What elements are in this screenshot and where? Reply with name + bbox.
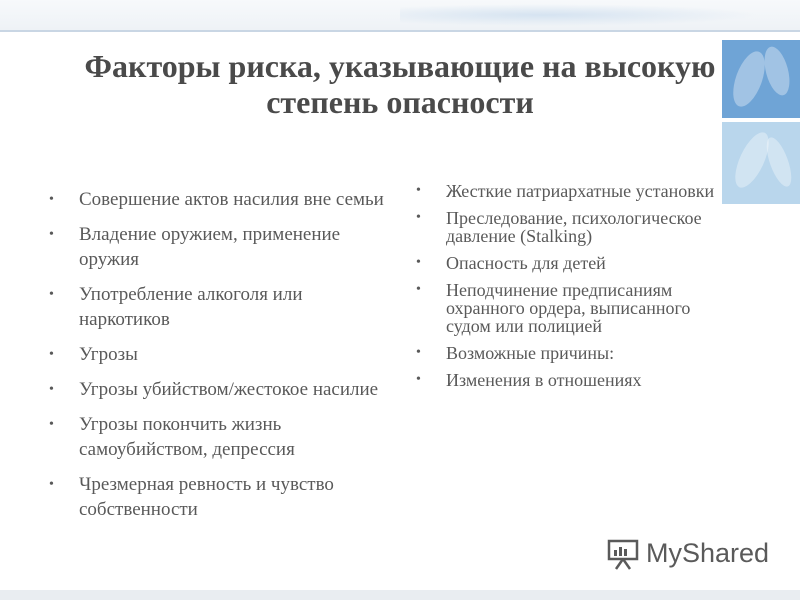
- bullet-text: Употребление алкоголя или наркотиков: [79, 284, 303, 330]
- top-header-band: [0, 0, 800, 30]
- bullet-marker: •: [49, 192, 54, 207]
- bullet-marker: •: [49, 382, 54, 397]
- bullet-text: Угрозы убийством/жестокое насилие: [79, 379, 379, 400]
- bullet-text: Чрезмерная ревность и чувство собственности: [79, 474, 334, 520]
- presentation-board-icon: [606, 538, 640, 570]
- right-bullet-list: [412, 182, 732, 398]
- bullet-marker: •: [416, 372, 421, 387]
- header-watermark: [400, 4, 760, 26]
- slide-title: Факторы риска, указывающие на высокую степень опасности: [84, 48, 716, 120]
- bullet-marker: •: [49, 227, 54, 242]
- bullet-marker: •: [49, 347, 54, 362]
- bullet-item: [412, 209, 732, 245]
- bullet-marker: •: [49, 287, 54, 302]
- bullet-item: [412, 182, 732, 200]
- bullet-item: [45, 282, 390, 332]
- bullet-item: [45, 222, 390, 272]
- bullet-text: Возможные причины:: [446, 343, 615, 363]
- side-decoration-light: [722, 122, 800, 204]
- bullet-marker: •: [49, 477, 54, 492]
- bullet-marker: •: [416, 210, 421, 225]
- bullet-item: [412, 371, 732, 389]
- bullet-item: [45, 342, 390, 367]
- bullet-text: Совершение актов насилия вне семьи: [79, 189, 384, 210]
- bullet-text: Опасность для детей: [446, 253, 606, 273]
- bullet-text: Угрозы: [79, 344, 138, 365]
- bullet-marker: •: [416, 345, 421, 360]
- bullet-item: [45, 377, 390, 402]
- bullet-marker: •: [416, 282, 421, 297]
- bullet-text: Преследование, психологическое давление (Stalking): [446, 208, 702, 246]
- bottom-band: [0, 590, 800, 600]
- bullet-item: [45, 472, 390, 522]
- header-divider: [0, 30, 800, 32]
- bullet-item: [412, 254, 732, 272]
- bullet-text: Неподчинение предписаниям охранного ордера, выписанного судом или полицией: [446, 280, 691, 336]
- bullet-text: Изменения в отношениях: [446, 370, 642, 390]
- bullet-item: [45, 412, 390, 462]
- bullet-item: [412, 344, 732, 362]
- bullet-text: Владение оружием, применение оружия: [79, 224, 341, 270]
- bullet-item: [412, 281, 732, 335]
- logo-text: MyShared: [646, 538, 770, 568]
- bullet-marker: •: [416, 183, 421, 198]
- bullet-marker: •: [49, 417, 54, 432]
- bullet-text: Жесткие патриархатные установки: [446, 181, 715, 201]
- bullet-item: [45, 187, 390, 212]
- bullet-text: Угрозы покончить жизнь самоубийством, депрессия: [79, 414, 295, 460]
- bullet-marker: •: [416, 255, 421, 270]
- left-bullet-list: [45, 187, 390, 532]
- myshared-logo[interactable]: [606, 536, 770, 572]
